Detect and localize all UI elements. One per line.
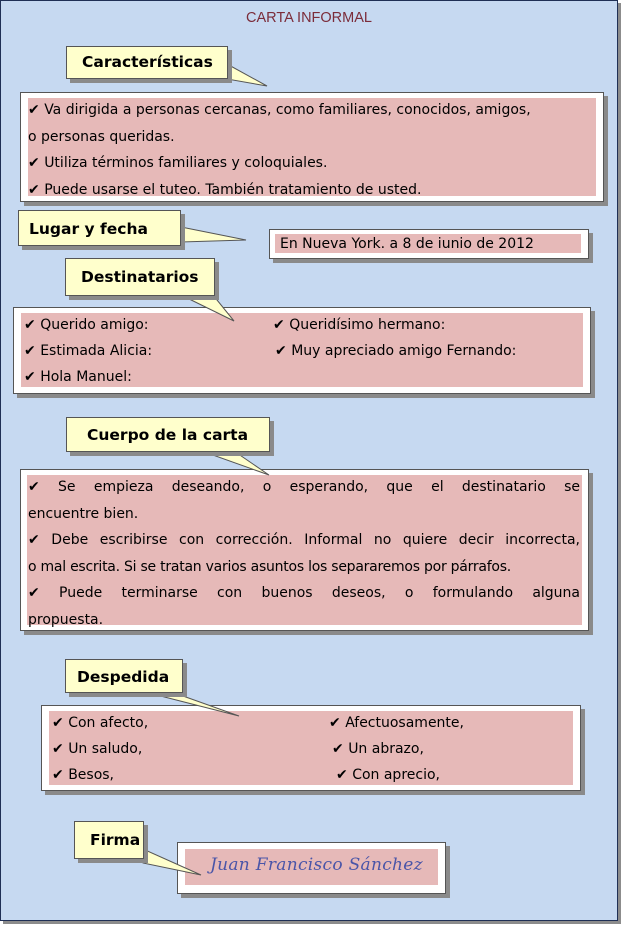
- lugar-fecha-callout: [18, 210, 181, 246]
- despedida-item: ✔ Besos,: [52, 767, 115, 783]
- check-icon: ✔: [52, 741, 64, 757]
- despedida-item: ✔ Afectuosamente,: [329, 715, 464, 731]
- check-icon: ✔: [28, 479, 40, 495]
- destinatario-item: ✔ Muy apreciado amigo Fernando:: [275, 343, 517, 359]
- check-icon: ✔: [332, 741, 344, 757]
- cuerpo-label: Cuerpo de la carta: [87, 426, 249, 444]
- check-icon: ✔: [336, 767, 348, 783]
- lugar-fecha-value: En Nueva York. a 8 de iunio de 2012: [280, 236, 534, 252]
- caracteristicas-callout: [66, 46, 228, 79]
- destinatario-item: ✔ Querido amigo:: [24, 317, 149, 333]
- check-icon: ✔: [273, 317, 285, 333]
- callout-tails: [1, 1, 617, 920]
- check-icon: ✔: [52, 767, 64, 783]
- despedida-tail: [141, 691, 239, 716]
- destinatario-item: ✔ Queridísimo hermano:: [273, 317, 446, 333]
- destinatarios-callout: [65, 258, 215, 296]
- check-icon: ✔: [275, 343, 287, 359]
- cuerpo-item-3-cont: propuesta.: [28, 611, 104, 628]
- destinatarios-label: Destinatarios: [81, 268, 199, 286]
- despedida-item: ✔ Un saludo,: [52, 741, 143, 757]
- destinatario-item: ✔ Hola Manuel:: [24, 369, 132, 385]
- firma-label: Firma: [90, 831, 141, 849]
- check-icon: ✔: [28, 532, 40, 548]
- firma-callout: [74, 821, 144, 859]
- cuerpo-item-2-cont: o mal escrita. Si se tratan varios asuntos los separaremos por párrafos.: [28, 558, 511, 575]
- check-icon: ✔: [28, 102, 40, 118]
- caracteristicas-label: Características: [82, 53, 213, 71]
- despedida-item: ✔ Un abrazo,: [332, 741, 424, 757]
- check-icon: ✔: [28, 181, 40, 198]
- lugar-fecha-tail: [181, 227, 246, 242]
- caracteristicas-item-1-cont: o personas queridas.: [28, 128, 175, 145]
- cuerpo-item-1: ✔ Se empieza deseando, o esperando, que el destinatario se: [28, 479, 580, 495]
- despedida-label: Despedida: [77, 668, 170, 686]
- caracteristicas-item-2: ✔ Utiliza términos familiares y coloquiales.: [28, 155, 328, 171]
- lugar-fecha-label: Lugar y fecha: [29, 220, 148, 238]
- despedida-callout: [65, 659, 183, 693]
- cuerpo-item-3: ✔ Puede terminarse con buenos deseos, o formulando alguna: [28, 585, 580, 601]
- firma-tail: [143, 849, 201, 875]
- check-icon: ✔: [24, 317, 36, 333]
- caracteristicas-tail: [227, 64, 267, 86]
- check-icon: ✔: [24, 343, 36, 359]
- destinatarios-tail: [181, 295, 234, 321]
- check-icon: ✔: [28, 585, 40, 601]
- cuerpo-callout: [66, 417, 270, 452]
- check-icon: ✔: [52, 715, 64, 731]
- cuerpo-item-2: ✔ Debe escribirse con corrección. Informal no quiere decir incorrecta,: [28, 532, 581, 548]
- despedida-item: ✔ Con afecto,: [52, 715, 149, 731]
- cuerpo-item-1-cont: encuentre bien.: [28, 505, 139, 522]
- despedida-item: ✔ Con aprecio,: [336, 767, 440, 783]
- check-icon: ✔: [329, 715, 341, 731]
- page-title: CARTA INFORMAL: [246, 10, 372, 26]
- caracteristicas-item-1: ✔ Va dirigida a personas cercanas, como familiares, conocidos, amigos,: [28, 102, 531, 118]
- signature: Juan Francisco Sánchez: [210, 855, 423, 875]
- destinatario-item: ✔ Estimada Alicia:: [24, 343, 153, 359]
- check-icon: ✔: [28, 155, 40, 171]
- check-icon: ✔: [24, 369, 36, 385]
- caracteristicas-item-3: ✔ Puede usarse el tuteo. También tratamiento de usted.: [28, 181, 422, 198]
